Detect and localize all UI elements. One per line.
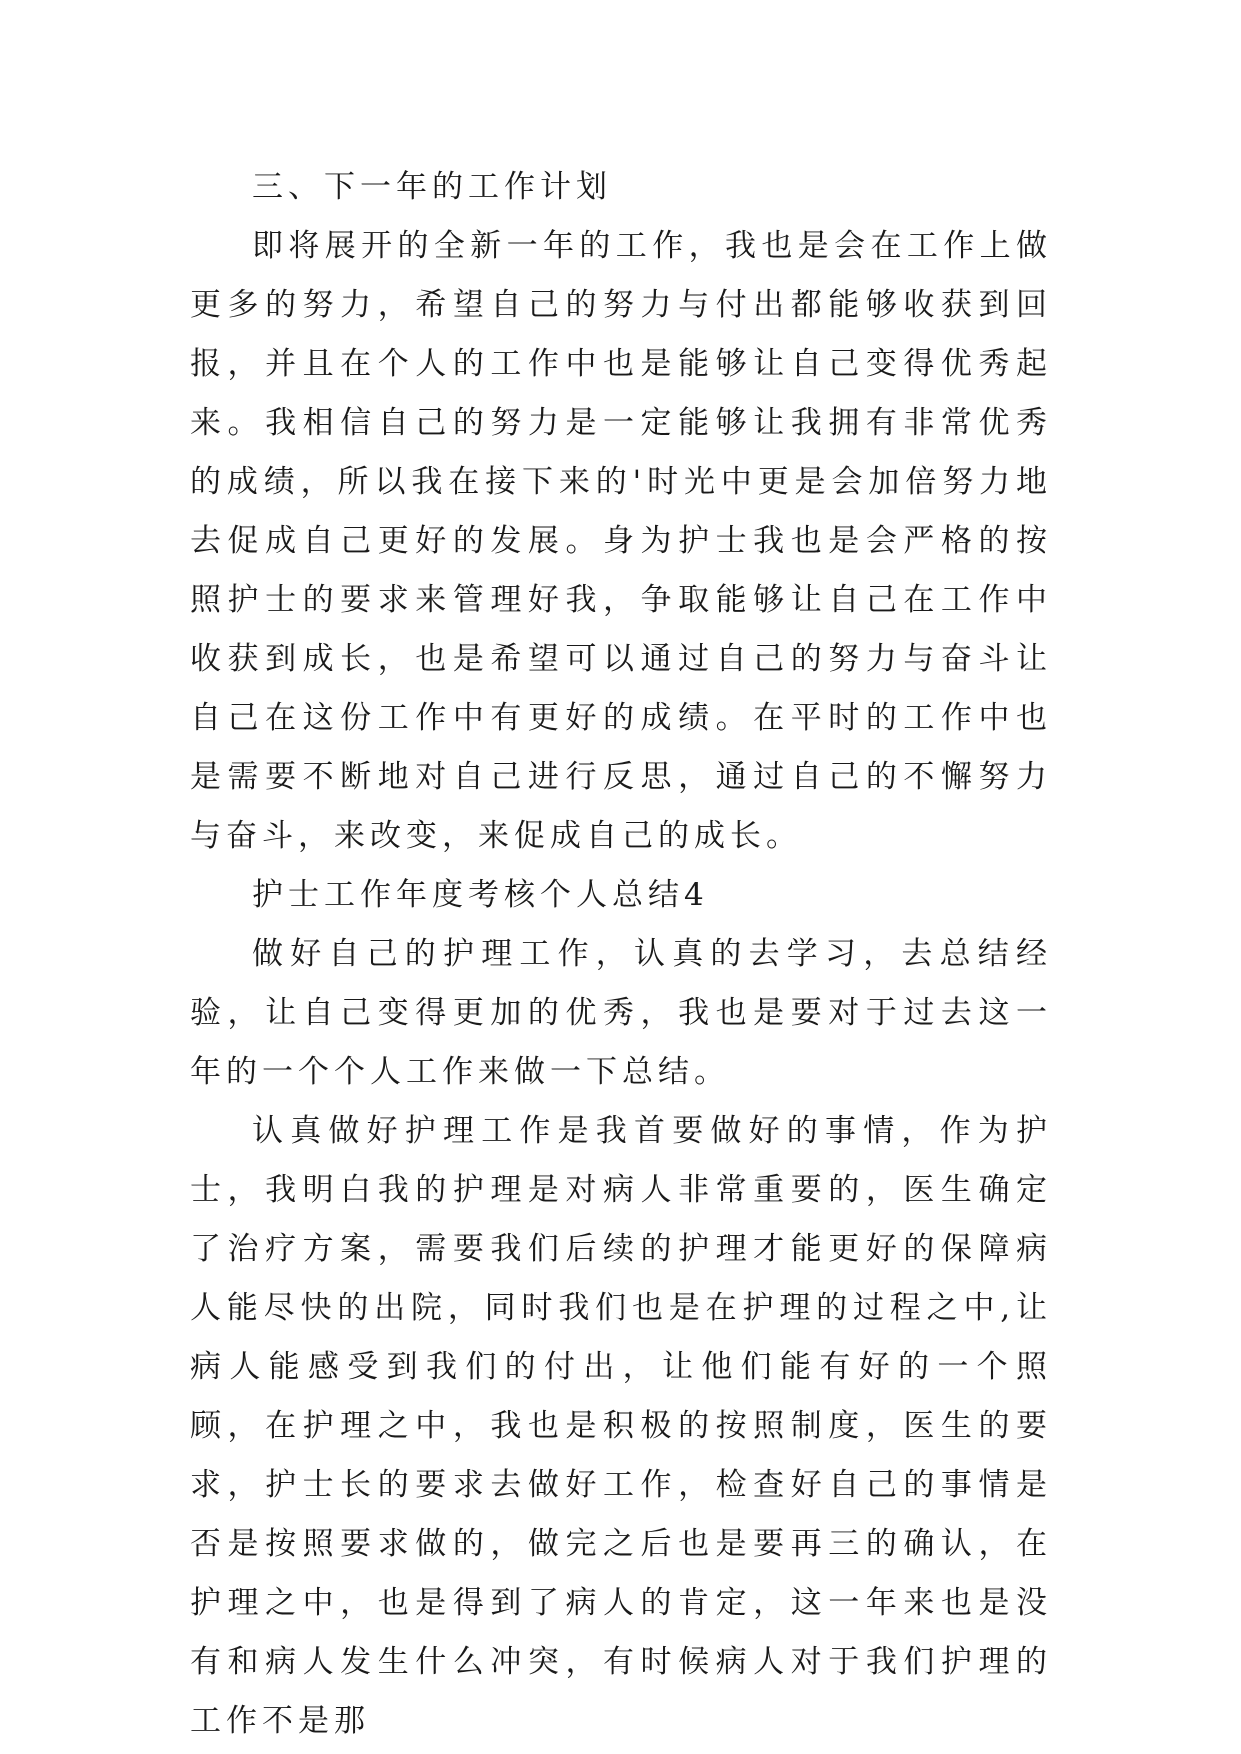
paragraph-work-plan: 即将展开的全新一年的工作，我也是会在工作上做更多的努力，希望自己的努力与付出都能够收获到回报，并且在个人的工作中也是能够让自己变得优秀起来。我相信自己的努力是一定能够让我拥有非常优秀的成绩，所以我在接下来的'时光中更是会加倍努力地去促成自己更好的发展。身为护士我也是会严格的按照护士的要求来管理好我，争取能够让自己在工作中收获到成长，也是希望可以通过自己的努力与奋斗让自己在这份工作中有更好的成绩。在平时的工作中也是需要不断地对自己进行反思，通过自己的不懈努力与奋斗，来改变，来促成自己的成长。: [190, 228, 1052, 854]
paragraph-intro: 做好自己的护理工作，认真的去学习，去总结经验，让自己变得更加的优秀，我也是要对于过去这一年的一个个人工作来做一下总结。: [190, 936, 1052, 1090]
paragraph-nursing-work: 认真做好护理工作是我首要做好的事情，作为护士，我明白我的护理是对病人非常重要的，医生确定了治疗方案，需要我们后续的护理才能更好的保障病人能尽快的出院，同时我们也是在护理的过程之中,让病人能感受到我们的付出，让他们能有好的一个照顾，在护理之中，我也是积极的按照制度，医生的要求，护士长的要求去做好工作，检查好自己的事情是否是按照要求做的，做完之后也是要再三的确认，在护理之中，也是得到了病人的肯定，这一年来也是没有和病人发生什么冲突，有时候病人对于我们护理的工作不是那: [190, 1113, 1052, 1739]
section-heading-work-plan: 三、下一年的工作计划: [252, 169, 612, 205]
document-body: [190, 158, 1052, 1751]
article-title-summary-4: 护士工作年度考核个人总结4: [252, 877, 709, 913]
